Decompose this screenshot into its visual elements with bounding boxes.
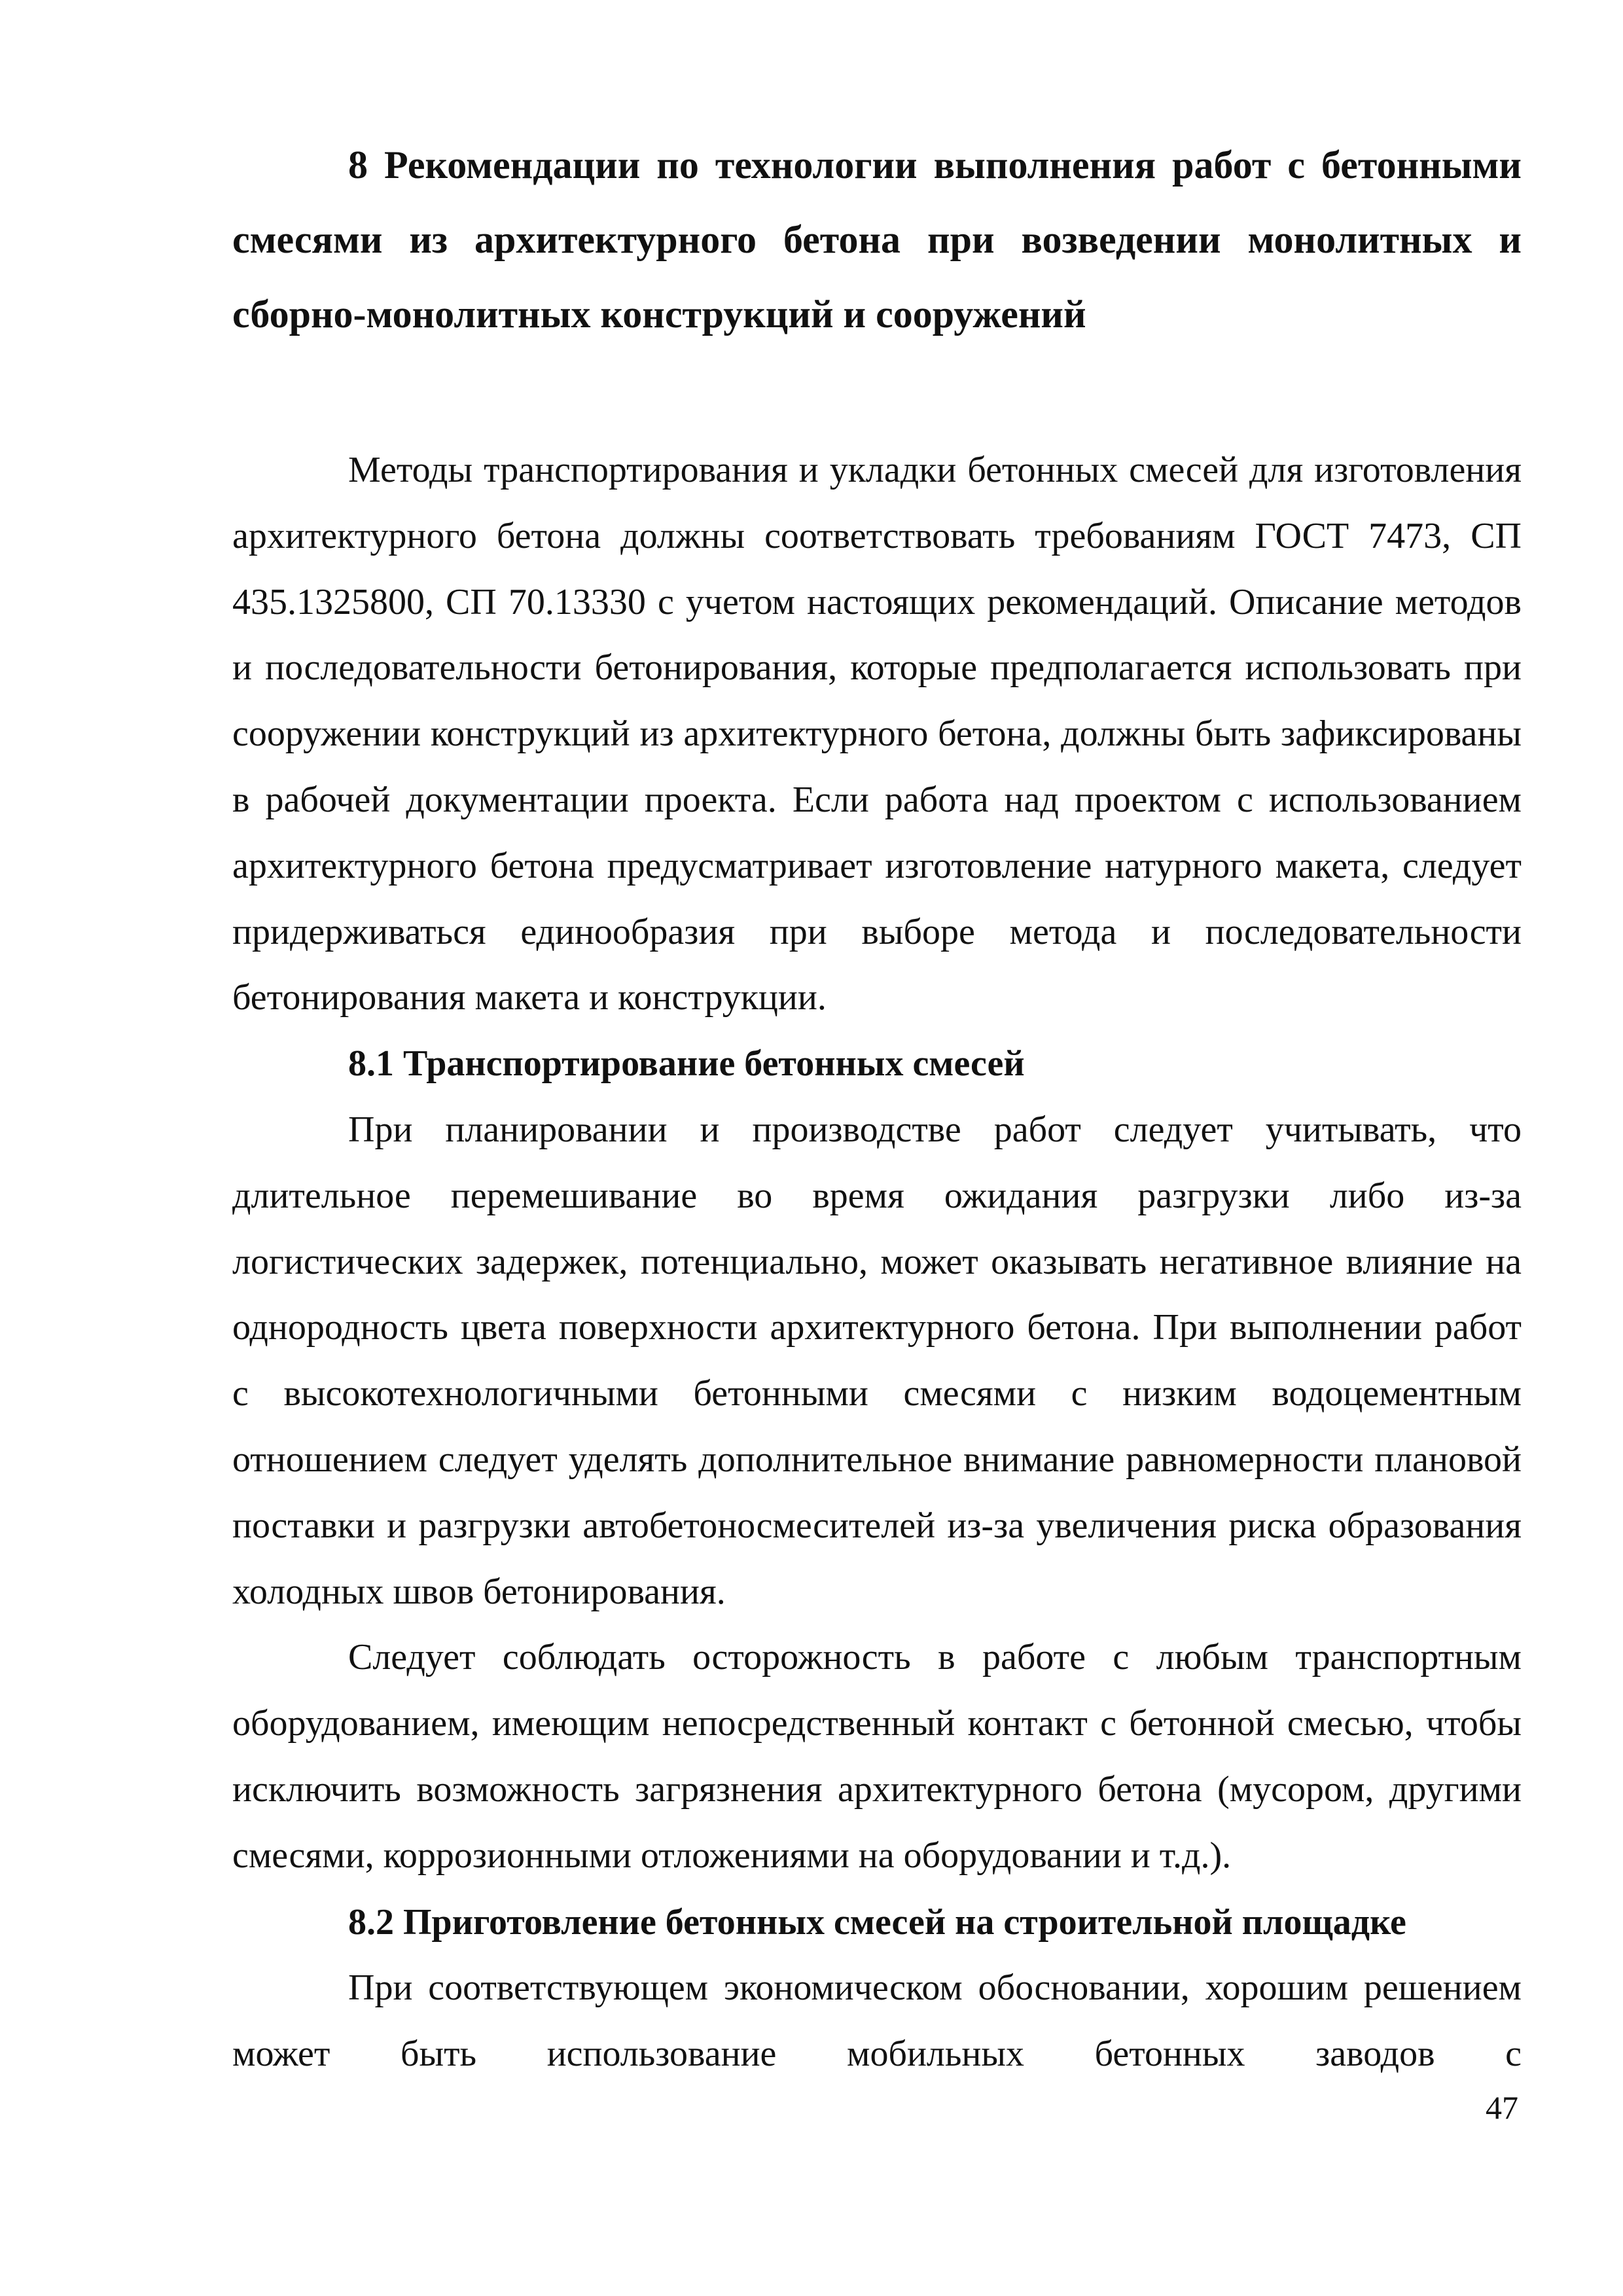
- intro-paragraph: Методы транспортирования и укладки бетонных смесей для изготовления архитектурного бетона должны соответствовать требованиям ГОСТ 7473, СП 435.1325800, СП 70.13330 с учетом настоящих рекомендаций. Описание методов и последовательности бетонирования, которые предполагается использовать при сооружении конструкций из архитектурного бетона, должны быть зафиксированы в рабочей документации проекта. Если работа над проектом с использованием архитектурного бетона предусматривает изготовление натурного макета, следует придерживаться единообразия при выборе метода и последовательности бетонирования макета и конструкции.: [232, 450, 1522, 1018]
- document-page: [232, 128, 1522, 2087]
- page-number: 47: [1486, 2089, 1518, 2126]
- section-8-2-paragraph-1: При соответствующем экономическом обосновании, хорошим решением может быть использование мобильных бетонных заводов с: [232, 1967, 1522, 2075]
- section-heading-8-2: 8.2 Приготовление бетонных смесей на строительной площадке: [348, 1901, 1406, 1943]
- section-heading-8-1: 8.1 Транспортирование бетонных смесей: [348, 1043, 1025, 1085]
- section-8-1-paragraph-1: При планировании и производстве работ следует учитывать, что длительное перемешивание во время ожидания разгрузки либо из-за логистических задержек, потенциально, может оказывать негативное влияние на однородность цвета поверхности архитектурного бетона. При выполнении работ с высокотехнологичными бетонными смесями с низким водоцементным отношением следует уделять дополнительное внимание равномерности плановой поставки и разгрузки автобетоносмесителей из-за увеличения риска образования холодных швов бетонирования.: [232, 1109, 1522, 1612]
- chapter-title: 8 Рекомендации по технологии выполнения работ с бетонными смесями из архитектурного бетона при возведении монолитных и сборно-монолитных конструкций и сооружений: [232, 143, 1522, 336]
- section-8-1-paragraph-2: Следует соблюдать осторожность в работе с любым транспортным оборудованием, имеющим непосредственный контакт с бетонной смесью, чтобы исключить возможность загрязнения архитектурного бетона (мусором, другими смесями, коррозионными отложениями на оборудовании и т.д.).: [232, 1637, 1522, 1876]
